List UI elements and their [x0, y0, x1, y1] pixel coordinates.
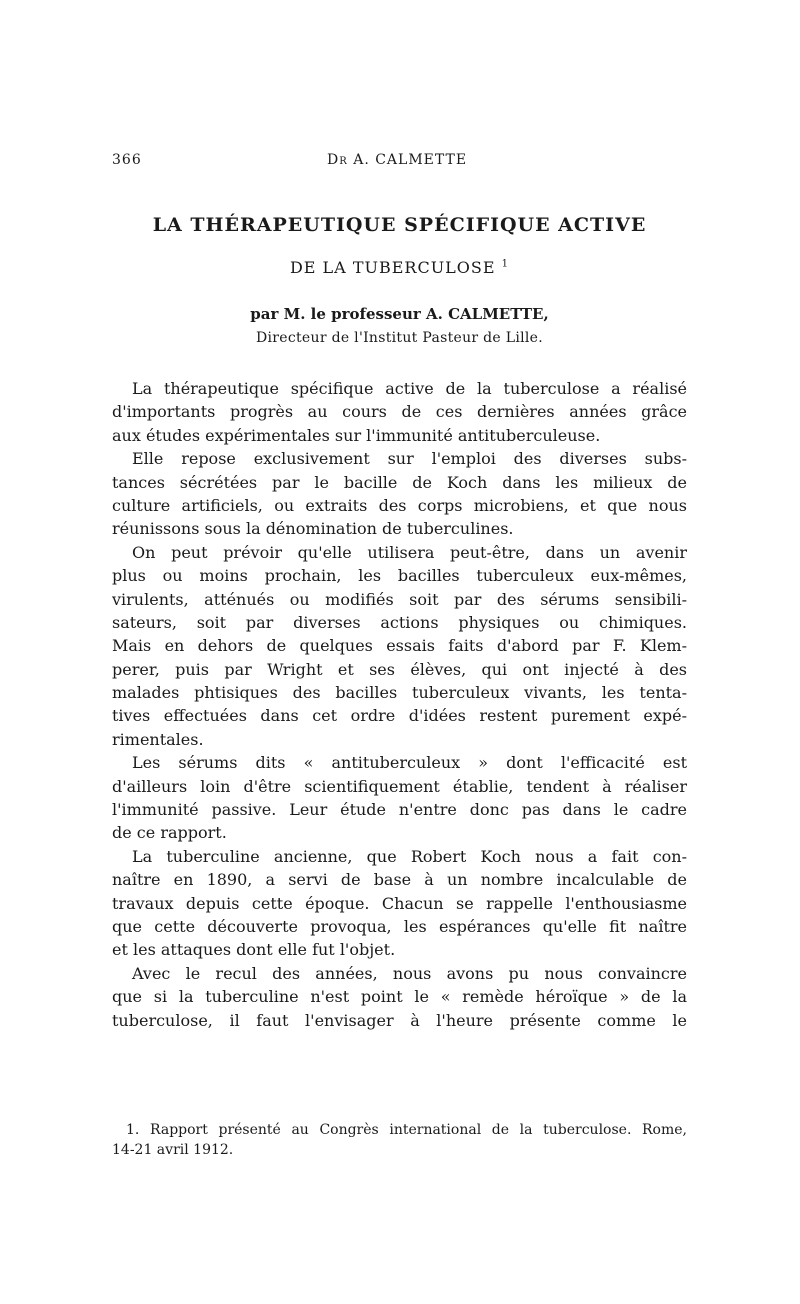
body-line: Elle repose exclusivement sur l'emploi des diverses subs-: [132, 449, 687, 469]
body-line: Les sérums dits « antituberculeux » dont l'efficacité est: [132, 753, 687, 773]
body-line: aux études expérimentales sur l'immunité antituberculeuse.: [112, 425, 601, 445]
body-line: rimentales.: [112, 729, 204, 749]
subtitle-text: DE LA TUBERCULOSE: [289, 258, 496, 277]
footnote-line: 1. Rapport présenté au Congrès international de la tuberculose. Rome,: [126, 1122, 687, 1138]
body-line: Avec le recul des années, nous avons pu nous convaincre: [132, 963, 687, 983]
author-line: par M. le professeur A. CALMETTE,: [250, 305, 549, 323]
body-line: La tuberculine ancienne, que Robert Koch nous a fait con-: [132, 846, 687, 866]
body-line: tances sécrétées par le bacille de Koch dans les milieux de: [112, 472, 687, 492]
body-line: et les attaques dont elle fut l'objet.: [112, 940, 396, 960]
article-body: [112, 377, 687, 1032]
body-line: tives effectuées dans cet ordre d'idées restent purement expé-: [112, 706, 687, 726]
body-line: tuberculose, il faut l'envisager à l'heure présente comme le: [112, 1010, 687, 1030]
body-line: sateurs, soit par diverses actions physiques ou chimiques.: [112, 612, 687, 632]
body-line: plus ou moins prochain, les bacilles tuberculeux eux-mêmes,: [112, 566, 687, 586]
footnote: [112, 1120, 687, 1160]
body-line: que cette découverte provoqua, les espérances qu'elle fit naître: [112, 916, 687, 936]
body-line: que si la tuberculine n'est point le « remède héroïque » de la: [112, 987, 687, 1007]
running-head: [112, 152, 687, 172]
footnote-line: 14-21 avril 1912.: [112, 1142, 234, 1158]
body-line: travaux depuis cette époque. Chacun se rappelle l'enthousiasme: [112, 893, 687, 913]
body-line: malades phtisiques des bacilles tuberculeux vivants, les tenta-: [112, 683, 687, 703]
page-number: 366: [112, 152, 142, 168]
body-line: La thérapeutique spécifique active de la tuberculose a réalisé: [132, 379, 687, 398]
body-line: On peut prévoir qu'elle utilisera peut-être, dans un avenir: [132, 542, 687, 562]
body-line: culture artificiels, ou extraits des corps microbiens, et que nous: [112, 495, 687, 515]
body-line: de ce rapport.: [112, 823, 227, 843]
body-line: d'ailleurs loin d'être scientifiquement établie, tendent à réaliser: [112, 776, 687, 796]
body-line: d'importants progrès au cours de ces dernières années grâce: [112, 402, 687, 422]
body-line: réunissons sous la dénomination de tuberculines.: [112, 519, 514, 539]
page: [112, 0, 687, 1304]
article-subtitle: [112, 258, 687, 277]
running-title: Dr A. CALMETTE: [327, 152, 468, 168]
author-affiliation: Directeur de l'Institut Pasteur de Lille.: [255, 330, 544, 346]
body-line: l'immunité passive. Leur étude n'entre donc pas dans le cadre: [112, 800, 687, 820]
body-line: naître en 1890, a servi de base à un nombre incalculable de: [112, 870, 687, 890]
body-line: Mais en dehors de quelques essais faits d'abord par F. Klem-: [112, 636, 687, 656]
body-line: perer, puis par Wright et ses élèves, qui ont injecté à des: [112, 659, 687, 679]
footnote-marker: 1: [501, 258, 510, 270]
body-line: virulents, atténués ou modifiés soit par des sérums sensibili-: [112, 589, 687, 609]
article-title: LA THÉRAPEUTIQUE SPÉCIFIQUE ACTIVE: [152, 214, 647, 236]
